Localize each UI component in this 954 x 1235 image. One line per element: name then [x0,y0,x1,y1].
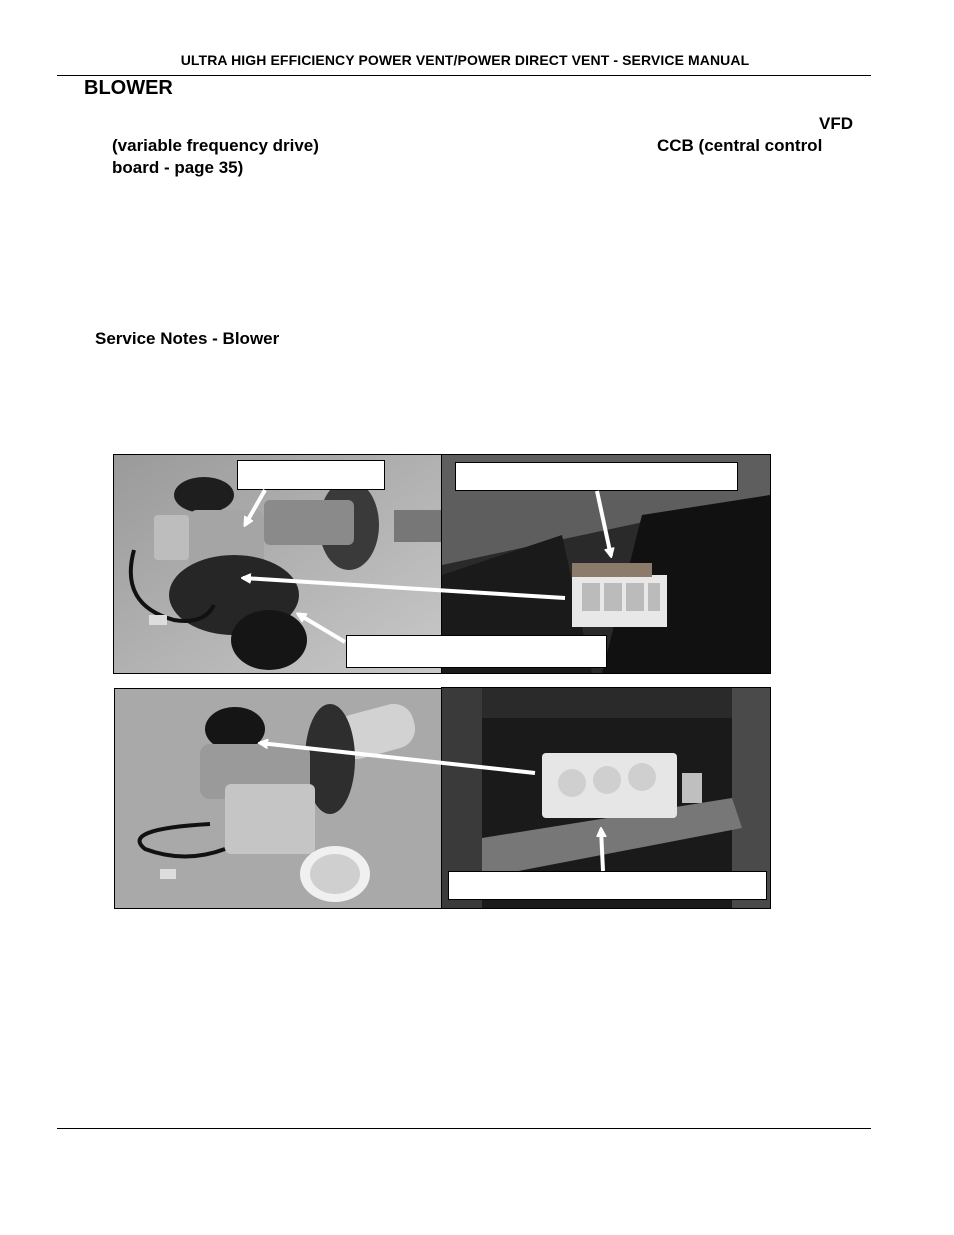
page-header-title: ULTRA HIGH EFFICIENCY POWER VENT/POWER DIRECT VENT - SERVICE MANUAL [180,52,750,68]
ccb-page-ref: board - page 35) [112,158,244,177]
vfd-expansion: (variable frequency drive) [112,136,319,155]
callout-box-motor [346,635,607,668]
footer-rule [57,1128,871,1129]
service-notes-heading: Service Notes - Blower [95,329,280,348]
vfd-label: VFD [819,114,853,133]
callout-box-connector-2 [448,871,767,900]
header-rule [57,75,871,76]
section-title: BLOWER [84,77,173,99]
blower-assembly-photo-2 [114,688,442,909]
callout-box-connector [455,462,738,491]
ccb-label: CCB (central control [657,136,823,155]
callout-box-blower [237,460,385,490]
